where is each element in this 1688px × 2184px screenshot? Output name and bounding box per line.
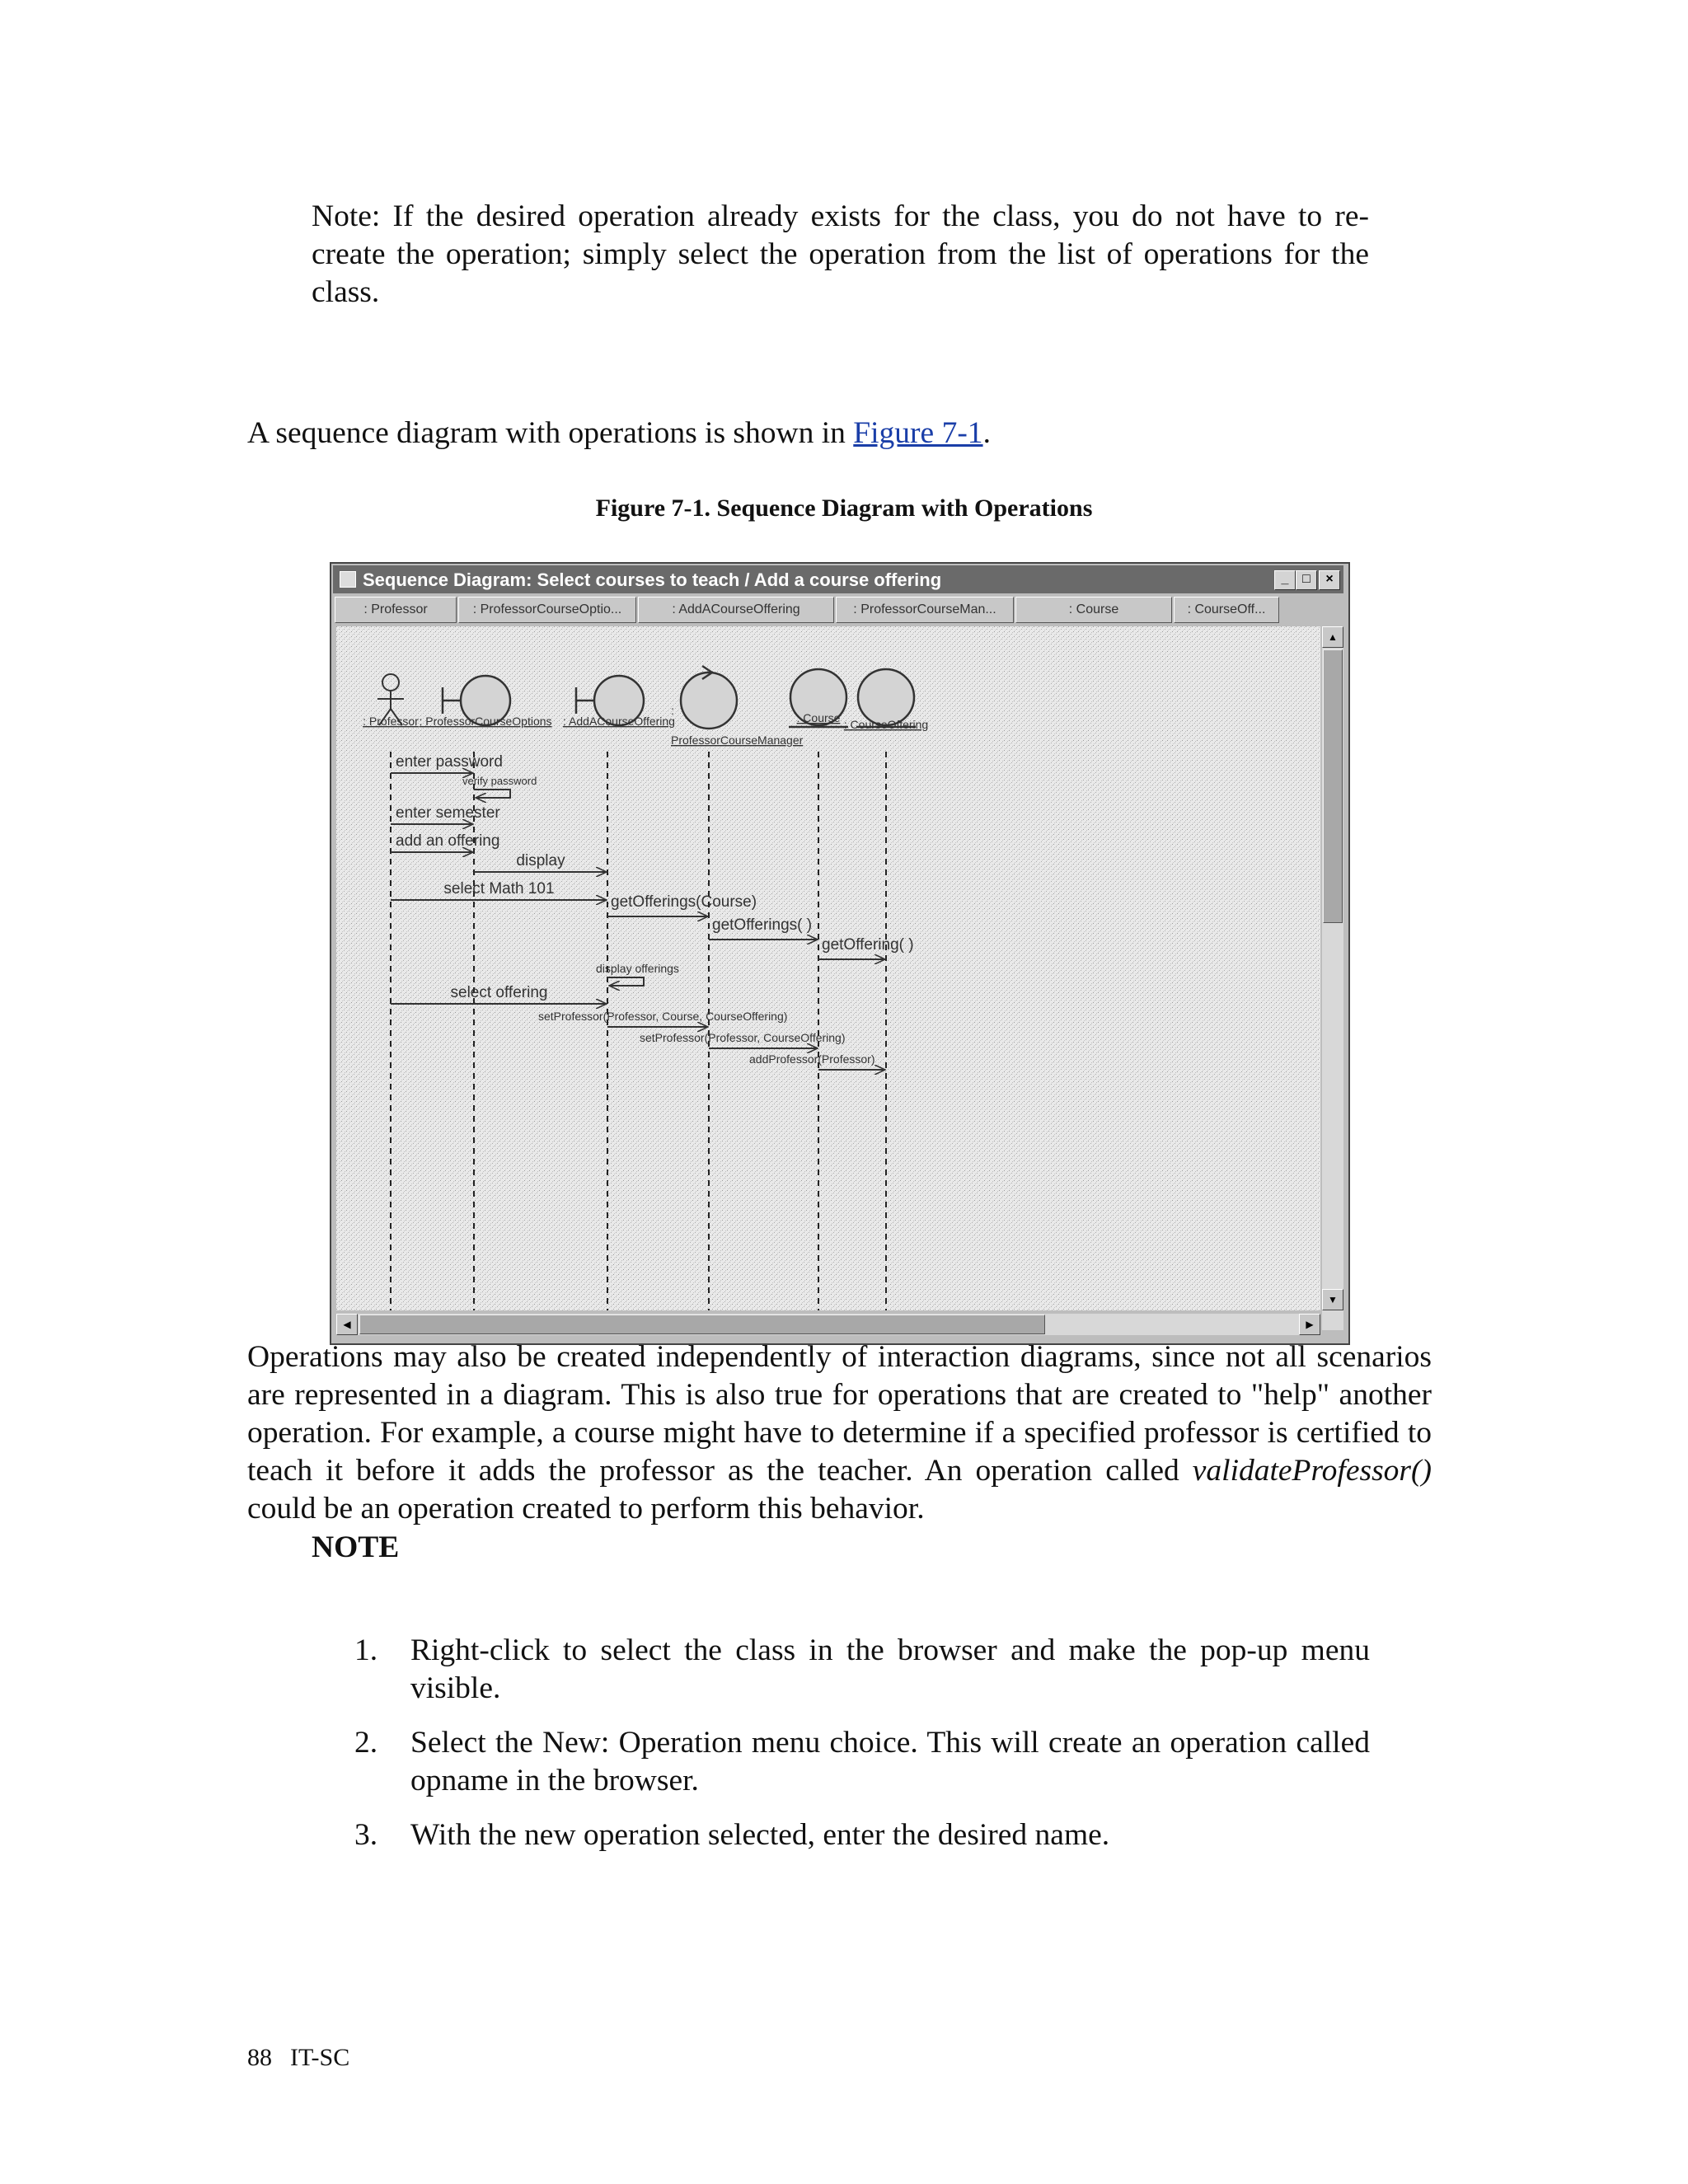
object-tabs xyxy=(335,597,1342,623)
object-name-label: : ProfessorCourseOptions xyxy=(419,715,552,728)
intro-text: A sequence diagram with operations is shown in xyxy=(247,416,854,450)
step-text: With the new operation selected, enter the desired name. xyxy=(410,1818,1110,1852)
scroll-left-icon[interactable]: ◀ xyxy=(336,1314,358,1335)
tab-course-offering[interactable]: : CourseOff... xyxy=(1174,597,1279,623)
message-label: display xyxy=(516,852,565,869)
window-app-icon xyxy=(340,571,356,588)
figure-link[interactable]: Figure 7-1 xyxy=(853,416,983,450)
figure-caption: Figure 7-1. Sequence Diagram with Operations xyxy=(595,494,1093,522)
message-label: verify password xyxy=(462,775,537,787)
vertical-scrollbar[interactable] xyxy=(1322,626,1343,1330)
note-paragraph: Note: If the desired operation already exists for the class, you do not have to re-create the operation; simply select the operation from the list of operations for the class. xyxy=(312,199,1369,309)
object-name-prefix: : xyxy=(671,704,674,717)
tab-course[interactable]: : Course xyxy=(1015,597,1172,623)
footer-label: IT-SC xyxy=(290,2044,350,2071)
close-button[interactable]: × xyxy=(1319,570,1340,590)
message-label: select Math 101 xyxy=(443,880,555,898)
step-text: Select the New: Operation menu choice. This will create an operation called opname in the browser. xyxy=(410,1726,1370,1797)
canvas-background xyxy=(336,626,1320,1310)
message-label: setProfessor(Professor, Course, CourseOffering) xyxy=(538,1010,788,1023)
object-name-label: : Course xyxy=(796,711,841,724)
intro-sentence xyxy=(247,415,991,452)
validate-professor-term: validateProfessor() xyxy=(1192,1454,1432,1488)
step-number: 3. xyxy=(354,1818,378,1852)
tab-professor-course-options[interactable]: : ProfessorCourseOptio... xyxy=(458,597,636,623)
operations-paragraph-text: Operations may also be created independently of interaction diagrams, since not all scenarios are represented in a diagram. This is also true for operations that are created to "help" another operation. For example, a course might have to determine if a specified professor is certified to teach it before it adds the professor as the teacher. An operation called xyxy=(247,1340,1432,1488)
horizontal-scroll-thumb[interactable] xyxy=(359,1315,1045,1334)
object-name-label: : AddACourseOffering xyxy=(563,715,675,728)
horizontal-scrollbar[interactable] xyxy=(336,1314,1320,1335)
page-number: 88 xyxy=(247,2044,272,2071)
object-name-label: : Professor xyxy=(363,715,419,728)
scroll-down-icon[interactable]: ▼ xyxy=(1322,1289,1343,1310)
message-label: getOfferings( ) xyxy=(712,916,813,934)
message-label: enter semester xyxy=(396,804,500,822)
step-number: 2. xyxy=(354,1726,378,1760)
operations-paragraph xyxy=(247,1338,1432,1528)
window-titlebar[interactable] xyxy=(333,565,1343,593)
vertical-scroll-thumb[interactable] xyxy=(1323,649,1343,923)
scroll-right-icon[interactable]: ▶ xyxy=(1299,1314,1320,1335)
operations-paragraph-end: could be an operation created to perform this behavior. xyxy=(247,1492,925,1526)
tab-add-a-course-offering[interactable]: : AddACourseOffering xyxy=(638,597,834,623)
message-label: addProfessor(Professor) xyxy=(749,1052,875,1066)
list-item xyxy=(354,1724,1370,1800)
sequence-diagram-window xyxy=(330,562,1350,1345)
message-label: getOfferings(Course) xyxy=(611,893,757,911)
step-number: 1. xyxy=(354,1633,378,1667)
message-label: setProfessor(Professor, CourseOffering) xyxy=(640,1031,846,1044)
window-title: Sequence Diagram: Select courses to teach / Add a course offering xyxy=(363,569,942,590)
message-label: add an offering xyxy=(396,832,500,850)
object-name-label: : CourseOffering xyxy=(843,718,929,731)
message-label: select offering xyxy=(450,984,548,1001)
tab-professor-course-manager[interactable]: : ProfessorCourseMan... xyxy=(836,597,1014,623)
steps-list xyxy=(354,1632,1370,1871)
scroll-up-icon[interactable]: ▲ xyxy=(1322,626,1343,648)
list-item xyxy=(354,1816,1370,1854)
intro-end: . xyxy=(982,416,991,450)
minimize-button[interactable]: _ xyxy=(1274,570,1296,590)
message-label: getOffering( ) xyxy=(822,936,914,954)
list-item xyxy=(354,1632,1370,1708)
maximize-button[interactable]: □ xyxy=(1296,570,1317,590)
message-label: display offerings xyxy=(596,962,679,975)
page-footer xyxy=(247,2044,368,2072)
note-heading: NOTE xyxy=(312,1530,400,1564)
sequence-diagram-canvas[interactable] xyxy=(336,626,1320,1310)
object-name-label: ProfessorCourseManager xyxy=(671,733,804,747)
message-label: enter password xyxy=(396,753,503,771)
step-text: Right-click to select the class in the browser and make the pop-up menu visible. xyxy=(410,1633,1370,1705)
tab-professor[interactable]: : Professor xyxy=(335,597,457,623)
